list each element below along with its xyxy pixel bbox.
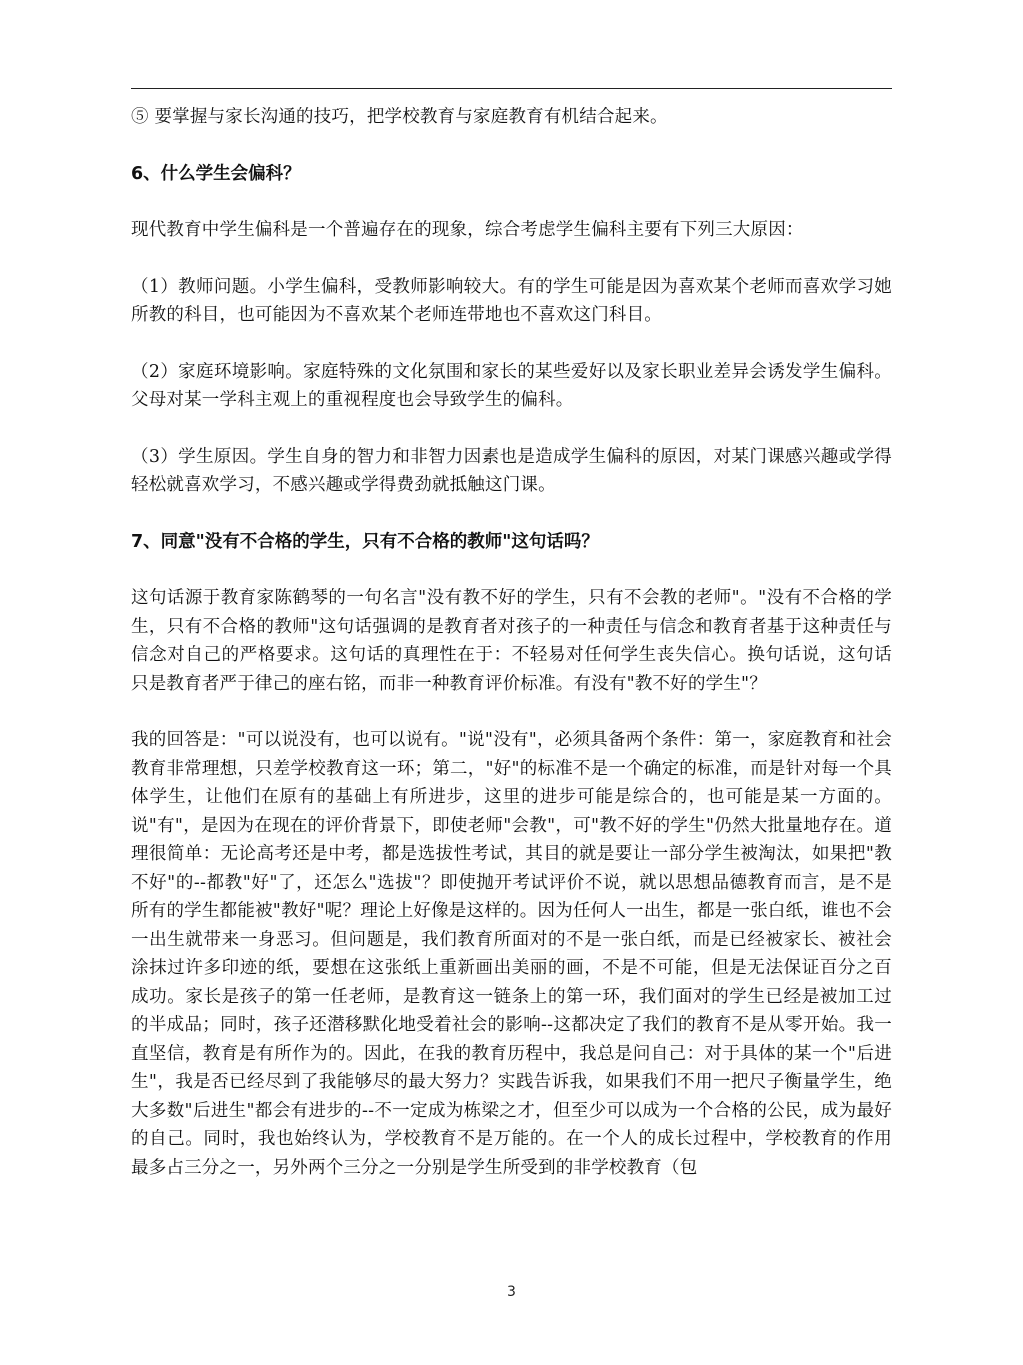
list-item-5: ⑤ 要掌握与家长沟通的技巧，把学校教育与家庭教育有机结合起来。 <box>131 107 668 127</box>
paragraph-reason-2: （2）家庭环境影响。家庭特殊的文化氛围和家长的某些爱好以及家长职业差异会诱发学生偏科。父母对某一学科主观上的重视程度也会导致学生的偏科。 <box>131 361 892 410</box>
paragraph-intro: 现代教育中学生偏科是一个普遍存在的现象，综合考虑学生偏科主要有下列三大原因： <box>131 220 804 240</box>
section-heading-6: 6、什么学生会偏科？ <box>131 163 301 184</box>
section-heading-7: 7、同意"没有不合格的学生，只有不合格的教师"这句话吗？ <box>131 531 599 552</box>
paragraph-quote-origin: 这句话源于教育家陈鹤琴的一句名言"没有教不好的学生，只有不会教的老师"。"没有不合格的学生，只有不合格的教师"这句话强调的是教育者对孩子的一种责任与信念和教育者基于这种责任与信念对自己的严格要求。这句话的真理性在于：不轻易对任何学生丧失信心。换句话说，这句话只是教育者严于律己的座右铭，而非一种教育评价标准。有没有"教不好的学生"？ <box>131 588 892 694</box>
page-number: 3 <box>507 1284 516 1300</box>
page-content <box>131 103 892 1182</box>
header-rule <box>131 88 892 89</box>
paragraph-answer: 我的回答是："可以说没有，也可以说有。"说"没有"，必须具备两个条件：第一，家庭教育和社会教育非常理想，只差学校教育这一环；第二，"好"的标准不是一个确定的标准，而是针对每一个具体学生，让他们在原有的基础上有所进步，这里的进步可能是综合的，也可能是某一方面的。说"有"，是因为在现在的评价背景下，即使老师"会教"，可"教不好的学生"仍然大批量地存在。道理很简单：无论高考还是中考，都是选拔性考试，其目的就是要让一部分学生被淘汰，如果把"教不好"的--都教"好"了，还怎么"选拔"？即使抛开考试评价不说，就以思想品德教育而言，是不是所有的学生都能被"教好"呢？理论上好像是这样的。因为任何人一出生，都是一张白纸，谁也不会一出生就带来一身恶习。但问题是，我们教育所面对的不是一张白纸，而是已经被家长、被社会涂抹过许多印迹的纸，要想在这张纸上重新画出美丽的画，不是不可能，但是无法保证百分之百成功。家长是孩子的第一任老师，是教育这一链条上的第一环，我们面对的学生已经是被加工过的半成品；同时，孩子还潜移默化地受着社会的影响--这都决定了我们的教育不是从零开始。我一直坚信，教育是有所作为的。因此，在我的教育历程中，我总是问自己：对于具体的某一个"后进生"，我是否已经尽到了我能够尽的最大努力？实践告诉我，如果我们不用一把尺子衡量学生，绝大多数"后进生"都会有进步的--不一定成为栋梁之才，但至少可以成为一个合格的公民，成为最好的自己。同时，我也始终认为，学校教育不是万能的。在一个人的成长过程中，学校教育的作用最多占三分之一，另外两个三分之一分别是学生所受到的非学校教育（包 <box>131 730 892 1178</box>
paragraph-reason-3: （3）学生原因。学生自身的智力和非智力因素也是造成学生偏科的原因，对某门课感兴趣或学得轻松就喜欢学习，不感兴趣或学得费劲就抵触这门课。 <box>131 446 892 495</box>
paragraph-reason-1: （1）教师问题。小学生偏科，受教师影响较大。有的学生可能是因为喜欢某个老师而喜欢学习她所教的科目，也可能因为不喜欢某个老师连带地也不喜欢这门科目。 <box>131 276 892 325</box>
